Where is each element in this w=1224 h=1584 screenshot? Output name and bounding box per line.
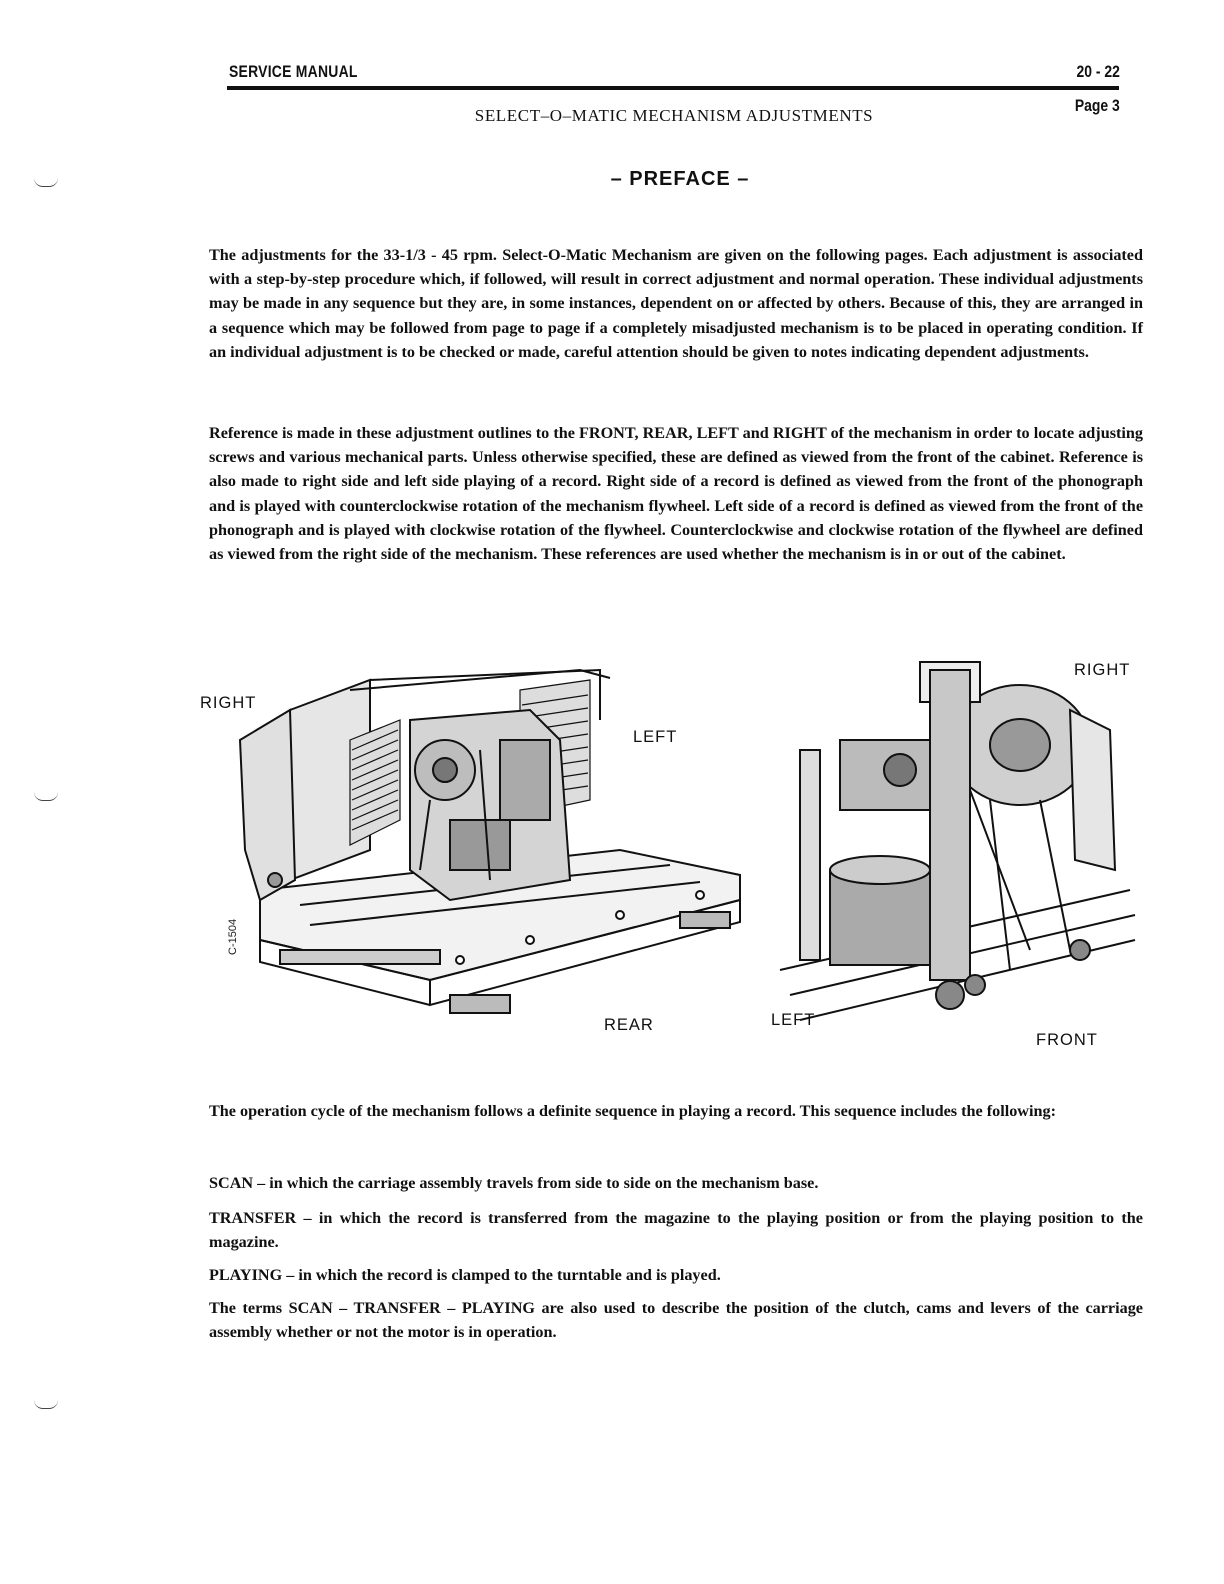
mechanism-rear-view-illustration (200, 650, 760, 1060)
scan-definition: SCAN – in which the carriage assembly travels from side to side on the mechanism base. (209, 1174, 819, 1192)
margin-mark (34, 792, 58, 801)
header-rule (227, 86, 1119, 90)
section-number: 20 - 22 (1076, 62, 1120, 81)
label-left-left-figure: LEFT (633, 728, 678, 746)
section-title: SELECT–O–MATIC MECHANISM ADJUSTMENTS (474, 106, 874, 125)
label-right-left-figure: RIGHT (200, 694, 257, 712)
manual-title: SERVICE MANUAL (229, 62, 358, 81)
playing-definition: PLAYING – in which the record is clamped to the turntable and is played. (209, 1266, 721, 1284)
label-front-right-figure: FRONT (1036, 1031, 1098, 1049)
carriage-front-view-illustration (770, 650, 1140, 1050)
figure-code: C-1504 (227, 918, 239, 955)
terms-paragraph: The terms SCAN – TRANSFER – PLAYING are also used to describe the position of the clutch, cams and levers of the carriage assembly whether or not the motor is in operation. (209, 1299, 1143, 1342)
preface-paragraph-1: The adjustments for the 33-1/3 - 45 rpm. Select-O-Matic Mechanism are given on the following pages. Each adjustment is associated with a step-by-step procedure which, if followed, will result in correct adjustment and normal operation. These individual adjustments may be made in any sequence but they are, in some instances, dependent on or affected by others. Because of this, they are arranged in a sequence which may be followed from page to page if a completely misadjusted mechanism is to be placed in operating condition. If an individual adjustment is to be checked or made, careful attention should be given to notes indicating dependent adjustments. (209, 246, 1143, 361)
margin-mark (34, 1400, 58, 1409)
preface-heading: – PREFACE – (610, 168, 750, 190)
operation-cycle-paragraph: The operation cycle of the mechanism follows a definite sequence in playing a record. This sequence includes the following: (209, 1102, 1056, 1120)
page-number: Page 3 (1075, 96, 1120, 115)
preface-paragraph-2: Reference is made in these adjustment outlines to the FRONT, REAR, LEFT and RIGHT of the mechanism in order to locate adjusting screws and various mechanical parts. Unless otherwise specified, these are defined as viewed from the front of the cabinet. Reference is also made to right side and left side playing of a record. Right side of a record is defined as viewed from the front of the phonograph and is played with counterclockwise rotation of the mechanism flywheel. Left side of a record is defined as viewed from the front of the phonograph and is played with clockwise rotation of the flywheel. Counterclockwise and clockwise rotation of the flywheel are defined as viewed from the right side of the mechanism. These references are used whether the mechanism is in or out of the cabinet. (209, 424, 1143, 564)
transfer-definition: TRANSFER – in which the record is transferred from the magazine to the playing position or from the playing position to the magazine. (209, 1209, 1143, 1252)
label-rear-left-figure: REAR (604, 1016, 654, 1034)
label-left-right-figure: LEFT (771, 1011, 816, 1029)
label-right-right-figure: RIGHT (1074, 661, 1131, 679)
